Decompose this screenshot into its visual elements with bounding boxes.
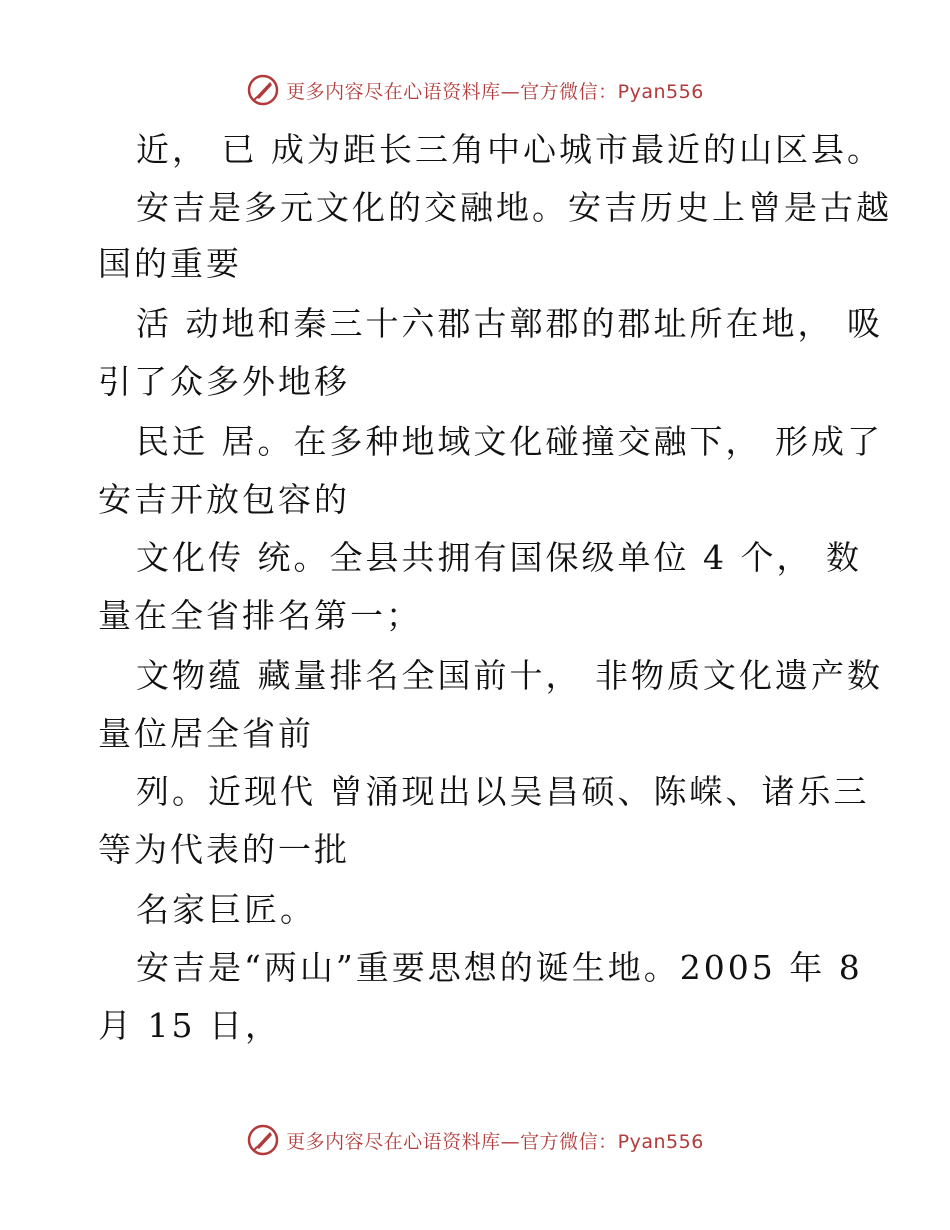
text-line: 安吉是多元文化的交融地。安吉历史上曾是古越	[136, 188, 892, 227]
footer-watermark-text: 更多内容尽在心语资料库—官方微信：Pyan556	[286, 1130, 704, 1153]
text-line: 月 15 日，	[98, 1006, 281, 1045]
text-line: 文物蕴 藏量排名全国前十， 非物质文化遗产数	[136, 656, 883, 695]
footer-watermark-banner	[0, 1120, 950, 1160]
text-line: 列。近现代 曾涌现出以吴昌硕、陈嵘、诸乐三	[136, 772, 870, 811]
text-line: 近， 已 成为距长三角中心城市最近的山区县。	[136, 130, 883, 169]
text-line: 国的重要	[98, 244, 242, 283]
text-line: 量位居全省前	[98, 714, 314, 753]
text-line: 名家巨匠。	[136, 890, 316, 929]
header-watermark-banner	[0, 70, 950, 110]
text-line: 等为代表的一批	[98, 830, 350, 869]
header-watermark-text: 更多内容尽在心语资料库—官方微信：Pyan556	[286, 80, 704, 103]
text-line: 活 动地和秦三十六郡古鄣郡的郡址所在地， 吸	[136, 304, 883, 343]
text-line: 安吉开放包容的	[98, 480, 350, 519]
text-line: 量在全省排名第一；	[98, 596, 422, 635]
quill-logo-icon	[246, 73, 280, 107]
text-line: 安吉是“两山”重要思想的诞生地。2005 年 8	[136, 948, 863, 987]
text-line: 民迁 居。在多种地域文化碰撞交融下， 形成了	[136, 422, 883, 461]
text-line: 引了众多外地移	[98, 362, 350, 401]
text-line: 文化传 统。全县共拥有国保级单位 4 个， 数	[136, 538, 862, 577]
quill-logo-icon	[246, 1123, 280, 1157]
